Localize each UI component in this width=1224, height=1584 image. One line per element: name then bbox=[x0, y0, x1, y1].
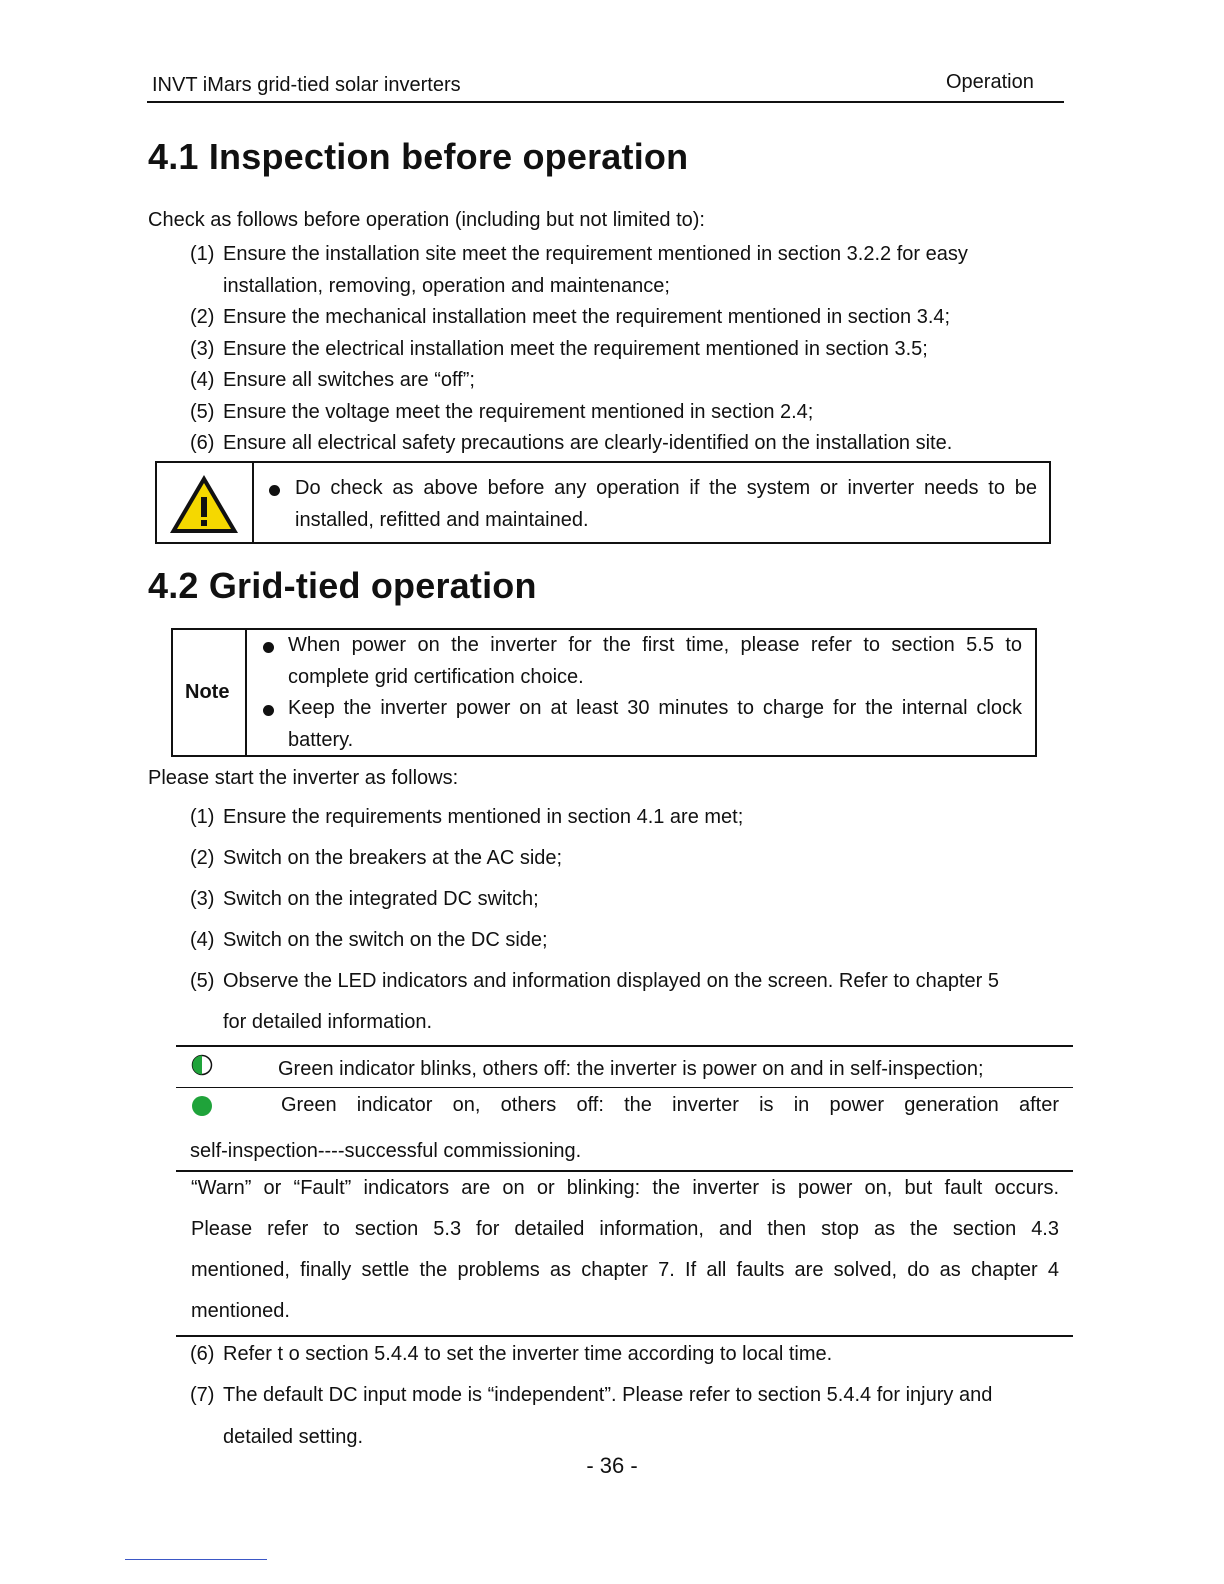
table-rule bbox=[176, 1170, 1073, 1172]
section-title-4-2: 4.2 Grid-tied operation bbox=[148, 565, 537, 606]
running-header-title: INVT iMars grid-tied solar inverters bbox=[152, 74, 461, 96]
warning-text-line: Do check as above before any operation if the system or inverter needs to be bbox=[295, 477, 1037, 499]
list-item: (6) Ensure all electrical safety precautions are clearly-identified on the installation site. bbox=[190, 432, 953, 454]
footnote-rule bbox=[125, 1559, 267, 1560]
table-rule bbox=[176, 1335, 1073, 1337]
note-text-line: When power on the inverter for the first time, please refer to section 5.5 to bbox=[288, 634, 1022, 656]
indicator-row-text: mentioned. bbox=[191, 1300, 290, 1322]
bullet bbox=[263, 642, 274, 653]
list-item: (6) Refer t o section 5.4.4 to set the inverter time according to local time. bbox=[190, 1343, 833, 1365]
list-item: (5) Observe the LED indicators and information displayed on the screen. Refer to chapter 5 bbox=[190, 970, 999, 992]
section-title-4-1: 4.1 Inspection before operation bbox=[148, 136, 689, 177]
section-4-2-intro: Please start the inverter as follows: bbox=[148, 767, 459, 789]
list-item: (3) Switch on the integrated DC switch; bbox=[190, 888, 539, 910]
list-item: (2) Switch on the breakers at the AC side; bbox=[190, 847, 563, 869]
warning-triangle-icon bbox=[168, 472, 240, 536]
list-item: (5) Ensure the voltage meet the requirement mentioned in section 2.4; bbox=[190, 401, 814, 423]
warning-box-divider bbox=[252, 461, 254, 544]
list-item-continuation: installation, removing, operation and maintenance; bbox=[223, 275, 670, 297]
indicator-row-text: Please refer to section 5.3 for detailed information, and then stop as the section 4.3 bbox=[191, 1218, 1059, 1240]
list-item-continuation: for detailed information. bbox=[223, 1011, 433, 1033]
section-4-1-intro: Check as follows before operation (including but not limited to): bbox=[148, 209, 705, 231]
indicator-row-text: self-inspection----successful commissioning. bbox=[190, 1140, 582, 1162]
bullet bbox=[269, 485, 280, 496]
indicator-row-text: “Warn” or “Fault” indicators are on or blinking: the inverter is power on, but fault occurs. bbox=[191, 1177, 1059, 1199]
header-rule bbox=[147, 101, 1064, 103]
list-item: (7) The default DC input mode is “independent”. Please refer to section 5.4.4 for injury and bbox=[190, 1384, 993, 1406]
list-item: (2) Ensure the mechanical installation meet the requirement mentioned in section 3.4; bbox=[190, 306, 951, 328]
table-rule bbox=[176, 1045, 1073, 1047]
note-text-line: complete grid certification choice. bbox=[288, 666, 584, 688]
half-green-indicator-icon bbox=[191, 1054, 213, 1076]
list-item: (4) Switch on the switch on the DC side; bbox=[190, 929, 548, 951]
bullet bbox=[263, 705, 274, 716]
running-header-chapter: Operation bbox=[946, 71, 1034, 93]
green-indicator-icon bbox=[191, 1095, 213, 1117]
list-item: (4) Ensure all switches are “off”; bbox=[190, 369, 475, 391]
page-number: - 36 - bbox=[586, 1453, 638, 1478]
list-item: (1) Ensure the requirements mentioned in section 4.1 are met; bbox=[190, 806, 744, 828]
table-rule bbox=[176, 1087, 1073, 1088]
note-text-line: Keep the inverter power on at least 30 minutes to charge for the internal clock bbox=[288, 697, 1022, 719]
note-box-divider bbox=[245, 628, 247, 757]
list-item-continuation: detailed setting. bbox=[223, 1426, 364, 1448]
warning-text-line: installed, refitted and maintained. bbox=[295, 509, 589, 531]
indicator-row-text: Green indicator blinks, others off: the inverter is power on and in self-inspection; bbox=[278, 1058, 984, 1080]
list-item: (3) Ensure the electrical installation meet the requirement mentioned in section 3.5; bbox=[190, 338, 928, 360]
note-text-line: battery. bbox=[288, 729, 354, 751]
indicator-row-text: mentioned, finally settle the problems as chapter 7. If all faults are solved, do as chapter 4 bbox=[191, 1259, 1059, 1281]
list-item: (1) Ensure the installation site meet the requirement mentioned in section 3.2.2 for easy bbox=[190, 243, 968, 265]
note-label: Note bbox=[185, 681, 230, 703]
indicator-row-text: Green indicator on, others off: the inverter is in power generation after bbox=[281, 1094, 1059, 1116]
